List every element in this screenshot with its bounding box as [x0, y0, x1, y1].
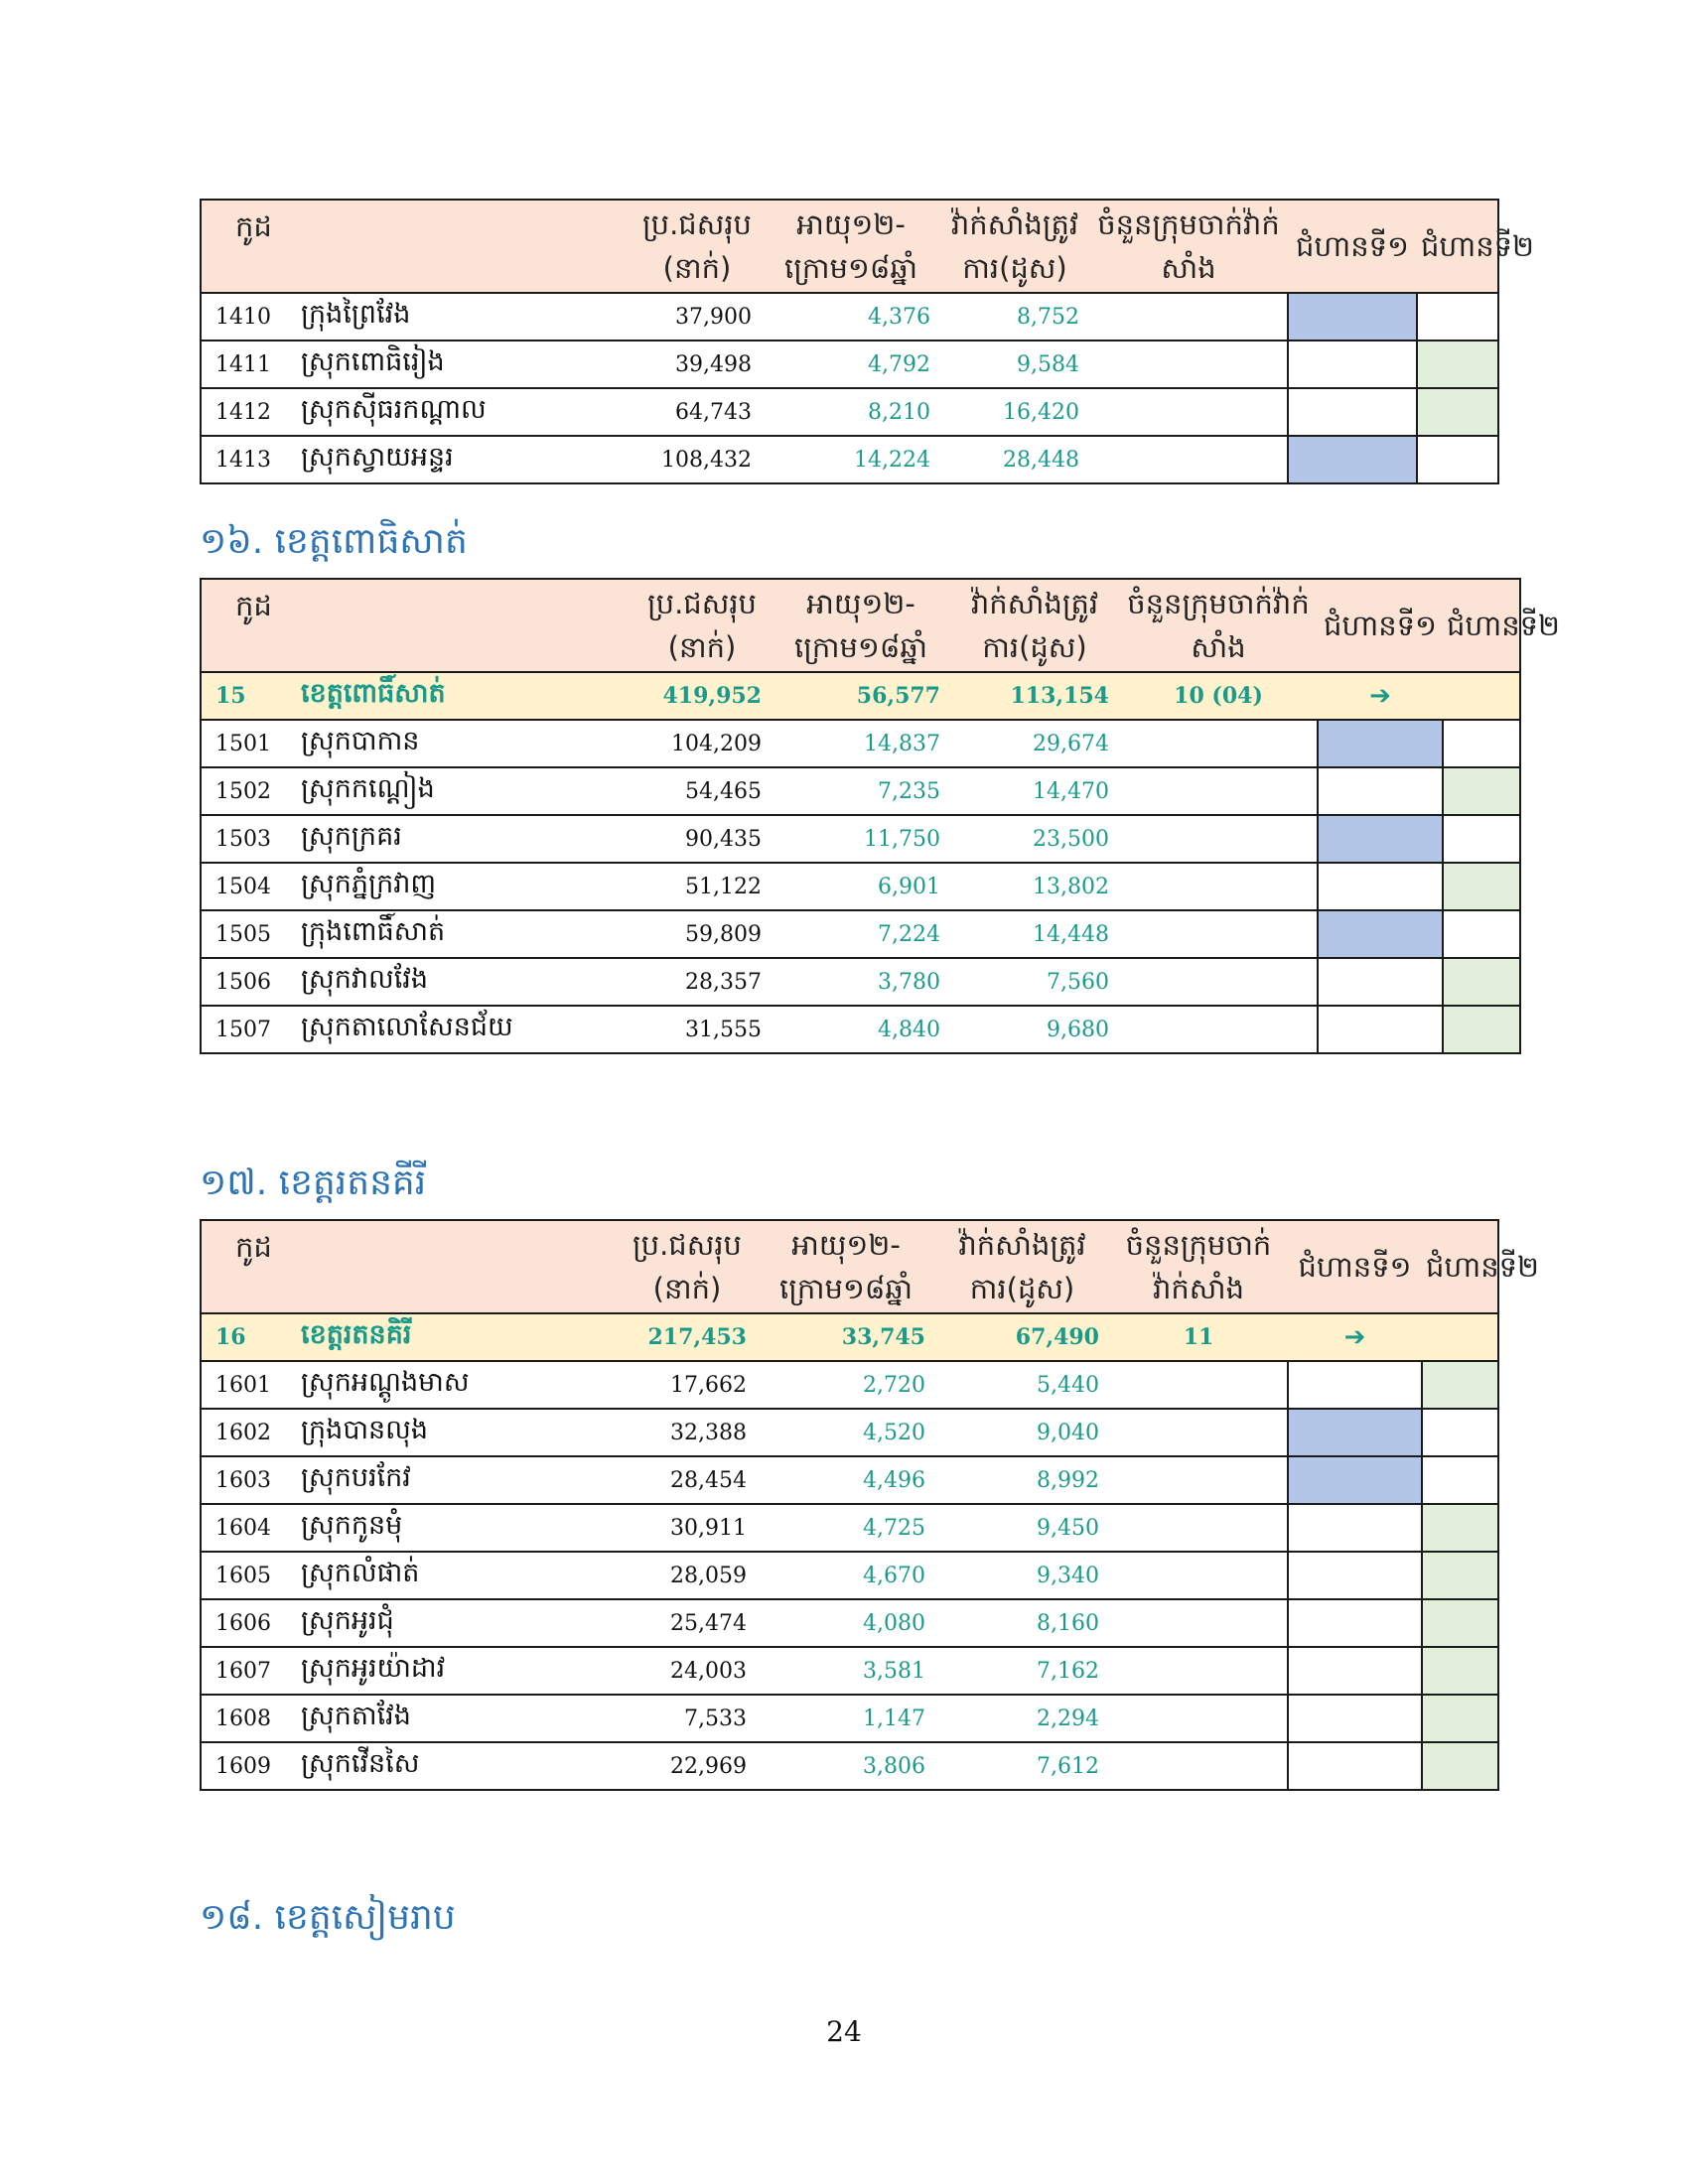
- district-code: 1410: [201, 293, 295, 341]
- district-code: 1609: [201, 1742, 295, 1790]
- province-summary-row: [201, 672, 1520, 720]
- district-population: 7,533: [618, 1695, 757, 1742]
- district-age-12-18: 1,147: [757, 1695, 935, 1742]
- phase2-marker: [1422, 1695, 1498, 1742]
- district-groups: [1119, 910, 1318, 958]
- district-code: 1505: [201, 910, 295, 958]
- district-doses: 2,294: [935, 1695, 1109, 1742]
- district-groups: [1109, 1552, 1288, 1599]
- phase1-marker: [1288, 1456, 1422, 1504]
- district-code: 1507: [201, 1006, 295, 1053]
- summary-doses: 113,154: [950, 672, 1119, 720]
- summary-code: 16: [201, 1313, 295, 1361]
- summary-name: ខេត្តពោធិ៍សាត់: [295, 672, 633, 720]
- district-code: 1504: [201, 863, 295, 910]
- district-groups: [1089, 436, 1288, 483]
- district-name: ក្រុងបានលុង: [295, 1409, 618, 1456]
- district-age-12-18: 7,235: [772, 767, 950, 815]
- table-row: [201, 293, 1498, 341]
- table-row: [201, 436, 1498, 483]
- district-age-12-18: 4,520: [757, 1409, 935, 1456]
- table-row: [201, 1361, 1498, 1409]
- header-groups: ចំនួនក្រុមចាក់វ៉ាក់សាំង: [1089, 200, 1288, 293]
- district-population: 28,059: [618, 1552, 757, 1599]
- phase1-marker: [1288, 1361, 1422, 1409]
- district-code: 1413: [201, 436, 295, 483]
- header-doses: វ៉ាក់សាំងត្រូវការ(ដូស): [935, 1220, 1109, 1313]
- phase1-marker: [1288, 388, 1417, 436]
- phase1-marker: [1288, 1647, 1422, 1695]
- summary-population: 217,453: [618, 1313, 757, 1361]
- table-row: [201, 958, 1520, 1006]
- district-age-12-18: 4,792: [762, 341, 940, 388]
- district-population: 39,498: [633, 341, 762, 388]
- district-age-12-18: 2,720: [757, 1361, 935, 1409]
- summary-groups: 11: [1109, 1313, 1288, 1361]
- district-name: ស្រុកវើនសៃ: [295, 1742, 618, 1790]
- header-age: អាយុ១២-ក្រោម១៨ឆ្នាំ: [757, 1220, 935, 1313]
- page-number: 24: [826, 2015, 862, 2048]
- district-name: ស្រុកអណ្តូងមាស: [295, 1361, 618, 1409]
- table-row: [201, 863, 1520, 910]
- district-population: 54,465: [633, 767, 772, 815]
- phase2-marker: [1443, 720, 1520, 767]
- phase1-marker: [1288, 1742, 1422, 1790]
- district-age-12-18: 4,840: [772, 1006, 950, 1053]
- district-name: ស្រុកពោធិរៀង: [295, 341, 633, 388]
- summary-name: ខេត្តរតនគិរី: [295, 1313, 618, 1361]
- district-groups: [1109, 1599, 1288, 1647]
- district-code: 1607: [201, 1647, 295, 1695]
- district-population: 64,743: [633, 388, 762, 436]
- table-header-row: [201, 200, 1498, 293]
- arrow-right-icon: ➔: [1343, 1322, 1366, 1352]
- header-phase2: ជំហានទី២: [1422, 1220, 1498, 1313]
- phase2-marker: [1443, 815, 1520, 863]
- district-age-12-18: 4,496: [757, 1456, 935, 1504]
- district-doses: 14,448: [950, 910, 1119, 958]
- header-population: ប្រ.ជសរុប (នាក់): [618, 1220, 757, 1313]
- district-groups: [1109, 1742, 1288, 1790]
- header-doses: វ៉ាក់សាំងត្រូវការ(ដូស): [940, 200, 1089, 293]
- district-name: ស្រុកវាលវែង: [295, 958, 633, 1006]
- phase2-marker: [1422, 1504, 1498, 1552]
- phase2-marker: [1417, 293, 1498, 341]
- table-row: [201, 910, 1520, 958]
- district-population: 28,454: [618, 1456, 757, 1504]
- phase1-marker: [1318, 815, 1443, 863]
- phase2-marker: [1422, 1552, 1498, 1599]
- phase2-marker: [1443, 910, 1520, 958]
- header-population: ប្រ.ជសរុប (នាក់): [633, 200, 762, 293]
- phase2-marker: [1422, 1361, 1498, 1409]
- district-code: 1502: [201, 767, 295, 815]
- district-population: 17,662: [618, 1361, 757, 1409]
- district-code: 1506: [201, 958, 295, 1006]
- phase1-marker: [1318, 1006, 1443, 1053]
- header-phase2: ជំហានទី២: [1443, 579, 1520, 672]
- district-code: 1604: [201, 1504, 295, 1552]
- district-name: ស្រុកតាលោសែនជ័យ: [295, 1006, 633, 1053]
- district-table-16: [200, 1219, 1539, 1791]
- district-doses: 8,992: [935, 1456, 1109, 1504]
- district-name: ស្រុកអូរយ៉ាដាវ: [295, 1647, 618, 1695]
- district-groups: [1119, 958, 1318, 1006]
- district-age-12-18: 4,080: [757, 1599, 935, 1647]
- header-name: [295, 200, 633, 293]
- district-name: ស្រុកបាកាន: [295, 720, 633, 767]
- phase1-marker: [1318, 863, 1443, 910]
- district-groups: [1119, 720, 1318, 767]
- table-row: [201, 1409, 1498, 1456]
- phase2-marker: [1443, 958, 1520, 1006]
- phase1-marker: [1318, 958, 1443, 1006]
- table-row: [201, 341, 1498, 388]
- district-age-12-18: 11,750: [772, 815, 950, 863]
- summary-phase2-cell: [1422, 1313, 1498, 1361]
- district-age-12-18: 6,901: [772, 863, 950, 910]
- district-code: 1605: [201, 1552, 295, 1599]
- district-doses: 16,420: [940, 388, 1089, 436]
- district-groups: [1119, 1006, 1318, 1053]
- summary-phase2-cell: [1443, 672, 1520, 720]
- district-code: 1606: [201, 1599, 295, 1647]
- table-row: [201, 767, 1520, 815]
- section-title-18: ១៨. ខេត្តសៀមរាប: [200, 1897, 456, 1938]
- district-population: 22,969: [618, 1742, 757, 1790]
- district-age-12-18: 14,224: [762, 436, 940, 483]
- district-name: ស្រុកលំផាត់: [295, 1552, 618, 1599]
- district-name: ស្រុកអូរជុំ: [295, 1599, 618, 1647]
- district-age-12-18: 14,837: [772, 720, 950, 767]
- header-name: [295, 579, 633, 672]
- district-groups: [1089, 388, 1288, 436]
- table-row: [201, 1599, 1498, 1647]
- table-header-row: [201, 1220, 1498, 1313]
- district-groups: [1109, 1695, 1288, 1742]
- district-groups: [1119, 767, 1318, 815]
- district-population: 31,555: [633, 1006, 772, 1053]
- phase1-marker: [1288, 1599, 1422, 1647]
- district-table-14: [200, 199, 1534, 484]
- district-code: 1501: [201, 720, 295, 767]
- district-population: 37,900: [633, 293, 762, 341]
- district-age-12-18: 3,780: [772, 958, 950, 1006]
- header-age: អាយុ១២-ក្រោម១៨ឆ្នាំ: [772, 579, 950, 672]
- district-code: 1608: [201, 1695, 295, 1742]
- table-row: [201, 815, 1520, 863]
- district-age-12-18: 4,376: [762, 293, 940, 341]
- phase1-marker: [1288, 1409, 1422, 1456]
- phase2-marker: [1422, 1599, 1498, 1647]
- summary-population: 419,952: [633, 672, 772, 720]
- district-population: 25,474: [618, 1599, 757, 1647]
- district-code: 1412: [201, 388, 295, 436]
- section-title-16: ១៦. ខេត្តពោធិសាត់: [200, 521, 468, 562]
- phase2-marker: [1422, 1409, 1498, 1456]
- district-doses: 7,612: [935, 1742, 1109, 1790]
- header-age: អាយុ១២-ក្រោម១៨ឆ្នាំ: [762, 200, 940, 293]
- district-name: ស្រុកក្រគរ: [295, 815, 633, 863]
- district-code: 1602: [201, 1409, 295, 1456]
- summary-arrow-cell: [1318, 672, 1443, 720]
- district-doses: 9,340: [935, 1552, 1109, 1599]
- district-name: ស្រុកកណ្តៀង: [295, 767, 633, 815]
- district-groups: [1109, 1456, 1288, 1504]
- district-name: ក្រុងពោធិ៍សាត់: [295, 910, 633, 958]
- district-doses: 9,450: [935, 1504, 1109, 1552]
- table-row: [201, 1504, 1498, 1552]
- phase1-marker: [1288, 1552, 1422, 1599]
- phase1-marker: [1288, 1504, 1422, 1552]
- district-doses: 5,440: [935, 1361, 1109, 1409]
- phase1-marker: [1288, 293, 1417, 341]
- summary-age: 33,745: [757, 1313, 935, 1361]
- phase1-marker: [1288, 1695, 1422, 1742]
- phase2-marker: [1443, 1006, 1520, 1053]
- summary-doses: 67,490: [935, 1313, 1109, 1361]
- table-row: [201, 1456, 1498, 1504]
- district-population: 90,435: [633, 815, 772, 863]
- phase2-marker: [1422, 1456, 1498, 1504]
- district-name: ក្រុងព្រៃវែង: [295, 293, 633, 341]
- header-code: កូដ: [201, 579, 295, 672]
- district-population: 51,122: [633, 863, 772, 910]
- district-doses: 7,162: [935, 1647, 1109, 1695]
- district-doses: 13,802: [950, 863, 1119, 910]
- district-name: ស្រុកស៊ីធរកណ្តាល: [295, 388, 633, 436]
- district-name: ស្រុកកូនមុំ: [295, 1504, 618, 1552]
- district-groups: [1109, 1504, 1288, 1552]
- district-population: 108,432: [633, 436, 762, 483]
- table-row: [201, 1006, 1520, 1053]
- district-code: 1411: [201, 341, 295, 388]
- district-population: 104,209: [633, 720, 772, 767]
- phase2-marker: [1443, 767, 1520, 815]
- phase1-marker: [1318, 720, 1443, 767]
- district-groups: [1119, 815, 1318, 863]
- district-code: 1503: [201, 815, 295, 863]
- district-doses: 14,470: [950, 767, 1119, 815]
- district-code: 1601: [201, 1361, 295, 1409]
- district-doses: 29,674: [950, 720, 1119, 767]
- summary-groups: 10 (04): [1119, 672, 1318, 720]
- district-doses: 9,584: [940, 341, 1089, 388]
- district-age-12-18: 4,670: [757, 1552, 935, 1599]
- district-age-12-18: 7,224: [772, 910, 950, 958]
- header-name: [295, 1220, 618, 1313]
- phase2-marker: [1422, 1647, 1498, 1695]
- district-population: 28,357: [633, 958, 772, 1006]
- phase1-marker: [1288, 436, 1417, 483]
- table-row: [201, 1695, 1498, 1742]
- district-groups: [1109, 1647, 1288, 1695]
- phase2-marker: [1417, 341, 1498, 388]
- header-phase1: ជំហានទី១: [1288, 1220, 1422, 1313]
- table-row: [201, 1742, 1498, 1790]
- district-age-12-18: 4,725: [757, 1504, 935, 1552]
- phase1-marker: [1288, 341, 1417, 388]
- section-title-17: ១៧. ខេត្តរតនគីរី: [200, 1162, 427, 1203]
- header-phase1: ជំហានទី១: [1288, 200, 1417, 293]
- district-population: 30,911: [618, 1504, 757, 1552]
- header-code: កូដ: [201, 1220, 295, 1313]
- summary-age: 56,577: [772, 672, 950, 720]
- district-code: 1603: [201, 1456, 295, 1504]
- phase2-marker: [1422, 1742, 1498, 1790]
- district-age-12-18: 3,806: [757, 1742, 935, 1790]
- phase2-marker: [1417, 388, 1498, 436]
- phase1-marker: [1318, 767, 1443, 815]
- district-name: ស្រុកភ្នំក្រវាញ: [295, 863, 633, 910]
- province-summary-row: [201, 1313, 1498, 1361]
- table-row: [201, 388, 1498, 436]
- district-doses: 8,160: [935, 1599, 1109, 1647]
- header-population: ប្រ.ជសរុប (នាក់): [633, 579, 772, 672]
- table-header-row: [201, 579, 1520, 672]
- district-population: 59,809: [633, 910, 772, 958]
- district-age-12-18: 3,581: [757, 1647, 935, 1695]
- table-row: [201, 720, 1520, 767]
- district-table-15: [200, 578, 1560, 1054]
- district-doses: 28,448: [940, 436, 1089, 483]
- phase2-marker: [1443, 863, 1520, 910]
- district-name: ស្រុកតាវែង: [295, 1695, 618, 1742]
- district-doses: 8,752: [940, 293, 1089, 341]
- district-groups: [1089, 293, 1288, 341]
- header-phase2: ជំហានទី២: [1417, 200, 1498, 293]
- district-doses: 23,500: [950, 815, 1119, 863]
- district-groups: [1119, 863, 1318, 910]
- phase1-marker: [1318, 910, 1443, 958]
- phase2-marker: [1417, 436, 1498, 483]
- district-population: 32,388: [618, 1409, 757, 1456]
- table-row: [201, 1552, 1498, 1599]
- district-doses: 9,040: [935, 1409, 1109, 1456]
- district-age-12-18: 8,210: [762, 388, 940, 436]
- table-row: [201, 1647, 1498, 1695]
- header-code: កូដ: [201, 200, 295, 293]
- district-doses: 9,680: [950, 1006, 1119, 1053]
- district-groups: [1109, 1409, 1288, 1456]
- summary-arrow-cell: [1288, 1313, 1422, 1361]
- district-name: ស្រុកស្វាយអន្ទរ: [295, 436, 633, 483]
- district-groups: [1089, 341, 1288, 388]
- district-name: ស្រុកបរកែវ: [295, 1456, 618, 1504]
- header-phase1: ជំហានទី១: [1318, 579, 1443, 672]
- arrow-right-icon: ➔: [1369, 681, 1391, 711]
- header-doses: វ៉ាក់សាំងត្រូវការ(ដូស): [950, 579, 1119, 672]
- district-doses: 7,560: [950, 958, 1119, 1006]
- summary-code: 15: [201, 672, 295, 720]
- district-groups: [1109, 1361, 1288, 1409]
- header-groups: ចំនួនក្រុមចាក់វ៉ាក់សាំង: [1119, 579, 1318, 672]
- header-groups: ចំនួនក្រុមចាក់វ៉ាក់សាំង: [1109, 1220, 1288, 1313]
- district-population: 24,003: [618, 1647, 757, 1695]
